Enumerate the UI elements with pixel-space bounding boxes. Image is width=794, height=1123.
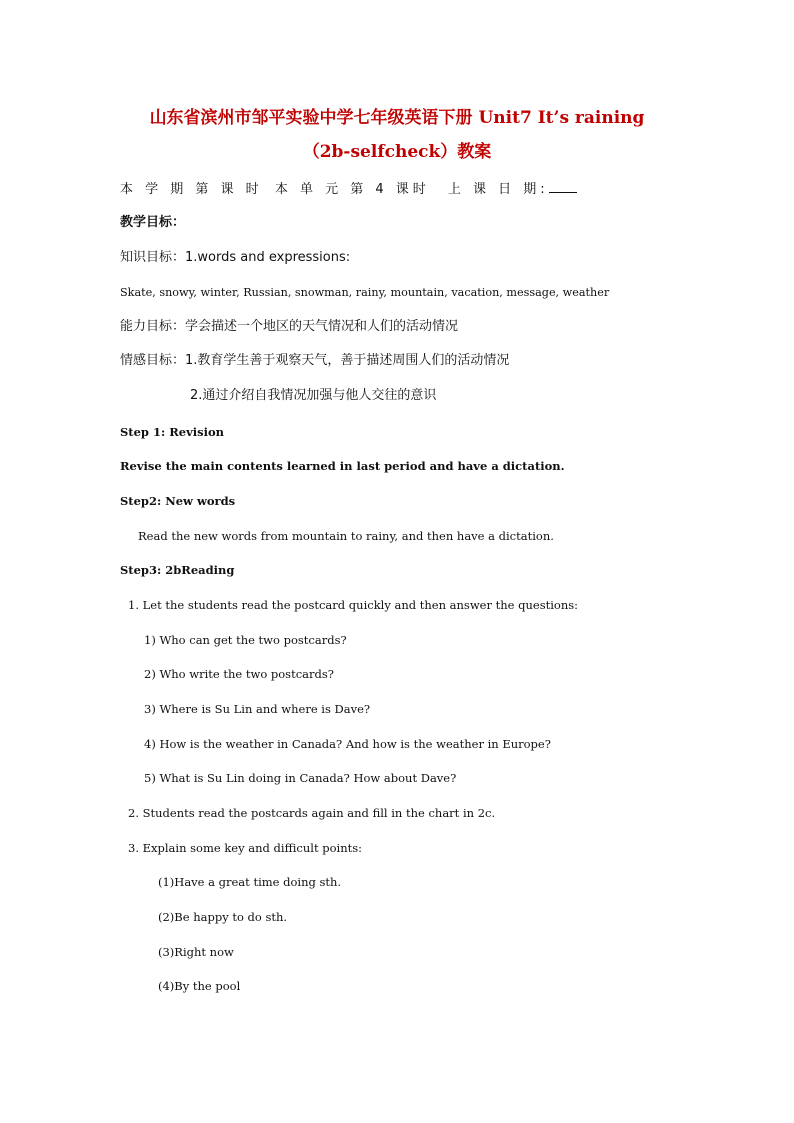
question-item: 1) Who can get the two postcards? — [144, 633, 347, 647]
step3-item-3: 3. Explain some key and difficult points: — [128, 841, 362, 855]
question-item: 2) Who write the two postcards? — [144, 667, 334, 681]
step1-text: Revise the main contents learned in last period and have a dictation. — [120, 459, 565, 473]
step2-heading: Step2: New words — [120, 494, 236, 508]
class-date-blank — [549, 180, 577, 193]
knowledge-objective: 知识目标：1.words and expressions: — [120, 250, 351, 265]
step2-text: Read the new words from mountain to rainy, and then have a dictation. — [138, 529, 554, 543]
question-item: 3) Where is Su Lin and where is Dave? — [144, 702, 371, 716]
key-point-item: (4)By the pool — [158, 979, 241, 993]
document-title-line-1: 山东省滨州市邹平实验中学七年级英语下册 Unit7 It’s raining — [149, 108, 645, 128]
emotion-objective-2: 2.通过介绍自我情况加强与他人交往的意识 — [190, 388, 437, 403]
step3-heading: Step3: 2bReading — [120, 563, 235, 577]
question-item: 4) How is the weather in Canada? And how is the weather in Europe? — [144, 737, 551, 751]
document-title-line-2: （2b-selfcheck）教案 — [302, 142, 492, 162]
class-date-label: 上 课 日 期: — [447, 182, 549, 197]
key-point-item: (2)Be happy to do sth. — [158, 910, 288, 924]
unit-lesson: 本 单 元 第 4 课时 — [274, 182, 430, 197]
question-item: 5) What is Su Lin doing in Canada? How about Dave? — [144, 771, 457, 785]
objectives-heading: 教学目标： — [120, 215, 186, 230]
step3-item-1: 1. Let the students read the postcard quickly and then answer the questions: — [128, 598, 578, 612]
step3-item-2: 2. Students read the postcards again and fill in the chart in 2c. — [128, 806, 496, 820]
key-point-item: (3)Right now — [158, 945, 234, 959]
ability-objective: 能力目标：学会描述一个地区的天气情况和人们的活动情况 — [120, 319, 459, 334]
vocabulary-list: Skate, snowy, winter, Russian, snowman, rainy, mountain, vacation, message, weather — [120, 286, 610, 299]
emotion-objective-1: 情感目标：1.教育学生善于观察天气，善于描述周围人们的活动情况 — [120, 353, 510, 368]
lesson-meta-line — [120, 180, 577, 198]
semester-lesson: 本 学 期 第 课 时 — [120, 182, 263, 197]
key-point-item: (1)Have a great time doing sth. — [158, 875, 342, 889]
step1-heading: Step 1: Revision — [120, 425, 225, 439]
